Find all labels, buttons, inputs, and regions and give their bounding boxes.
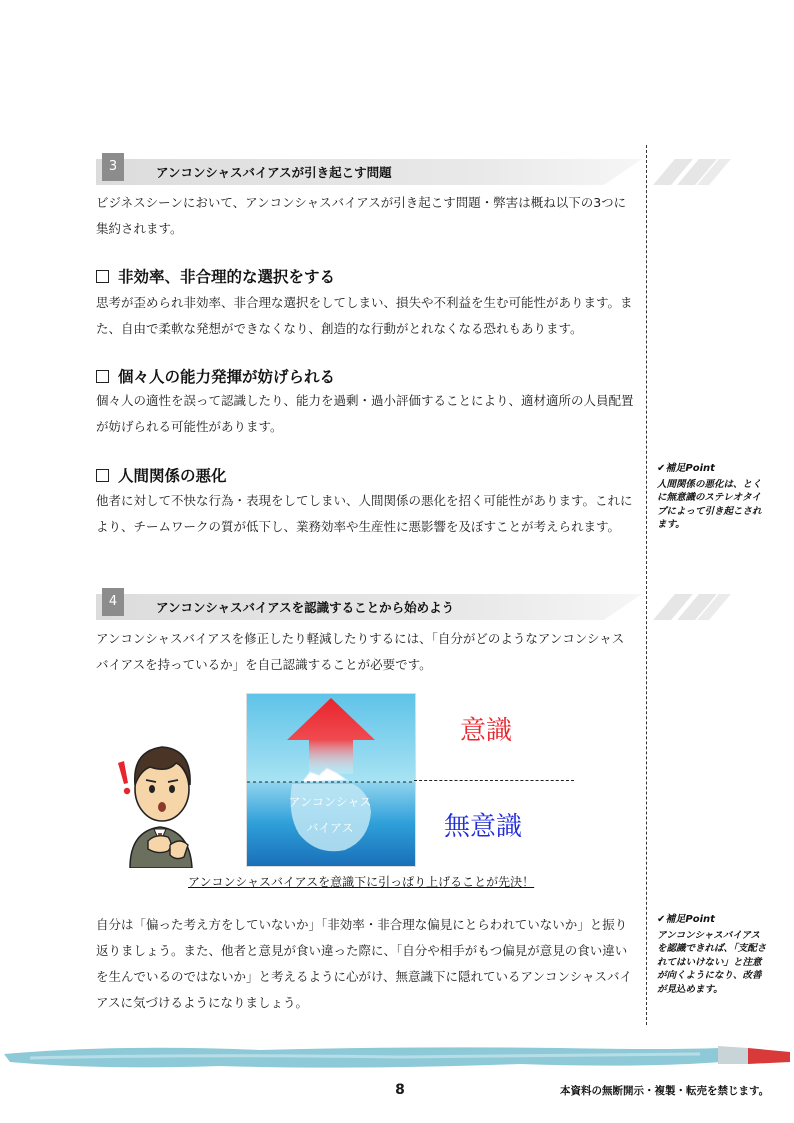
- copyright-notice: 本資料の無断開示・複製・転売を禁じます。: [560, 1085, 770, 1097]
- column-divider: [646, 145, 647, 1025]
- conscious-label: 意識: [460, 716, 513, 746]
- sidenote-heading: ✔補足Point: [657, 914, 715, 925]
- businessman-illustration: [110, 733, 210, 868]
- sidenote-2: [657, 913, 769, 996]
- section-number: 4: [102, 588, 124, 616]
- section-title: アンコンシャスバイアスが引き起こす問題: [156, 165, 392, 180]
- sidenote-text: 人間関係の悪化は、とくに無意識のステレオタイプによって引き起こされます。: [657, 478, 762, 530]
- checkbox-square-icon: [96, 270, 109, 283]
- iceberg-label: アンコンシャス バイアス: [288, 795, 372, 835]
- checkbox-square-icon: [96, 469, 109, 482]
- sidenote-text: アンコンシャスバイアスを認識できれば、「支配されてはいけない」と注意が向くようになり、改善が見込めます。: [657, 929, 767, 995]
- header-stripes-decoration: [652, 594, 772, 620]
- item-body-relationship: 他者に対して不快な行為・表現をしてしまい、人間関係の悪化を招く可能性があります。これにより、チームワークの質が低下し、業務効率や生産性に悪影響を及ぼすことが考えられます。: [96, 493, 633, 534]
- item-heading-ability: 個々人の能力発揮が妨げられる: [96, 365, 335, 387]
- sidenote-heading: ✔補足Point: [657, 463, 715, 474]
- unconscious-label: 無意識: [444, 812, 523, 842]
- figure-caption: アンコンシャスバイアスを意識下に引っぱり上げることが先決！: [188, 875, 535, 889]
- section-3-header: [96, 153, 644, 191]
- waterline-extension: [414, 780, 574, 781]
- section-4-body: 自分は「偏った考え方をしていないか」「非効率・非合理な偏見にとらわれていないか」と振り返りましょう。また、他者と意見が食い違った際に、「自分や相手がもつ偏見が意見の食い違いを生んでいるのではないか」と考えるように心がけ、無意識下に隠れているアンコンシャスバイアスに気づけるようになりましょう。: [96, 917, 632, 1010]
- item-body-ability: 個々人の適性を誤って認識したり、能力を過剰・過小評価することにより、適材適所の人員配置が妨げられる可能性があります。: [96, 393, 634, 434]
- sidenote-1: [657, 462, 769, 532]
- header-stripes-decoration: [652, 159, 772, 185]
- section-number: 3: [102, 153, 124, 181]
- section-title: アンコンシャスバイアスを認識することから始めよう: [156, 600, 455, 615]
- item-heading-relationship: 人間関係の悪化: [96, 464, 227, 486]
- brush-stroke-decoration: [0, 1030, 794, 1080]
- section-3-intro: ビジネスシーンにおいて、アンコンシャスバイアスが引き起こす問題・弊害は概ね以下の3つに集約されます。: [96, 195, 627, 236]
- checkbox-square-icon: [96, 370, 109, 383]
- item-body-inefficiency: 思考が歪められ非効率、非合理な選択をしてしまい、損失や不利益を生む可能性があります。また、自由で柔軟な発想ができなくなり、創造的な行動がとれなくなる恐れもあります。: [96, 295, 633, 336]
- section-4-intro: アンコンシャスバイアスを修正したり軽減したりするには、「自分がどのようなアンコンシャスバイアスを持っているか」を自己認識することが必要です。: [96, 631, 625, 672]
- page-number: 8: [395, 1082, 405, 1098]
- item-heading-inefficiency: 非効率、非合理的な選択をする: [96, 265, 335, 287]
- section-4-header: [96, 588, 644, 626]
